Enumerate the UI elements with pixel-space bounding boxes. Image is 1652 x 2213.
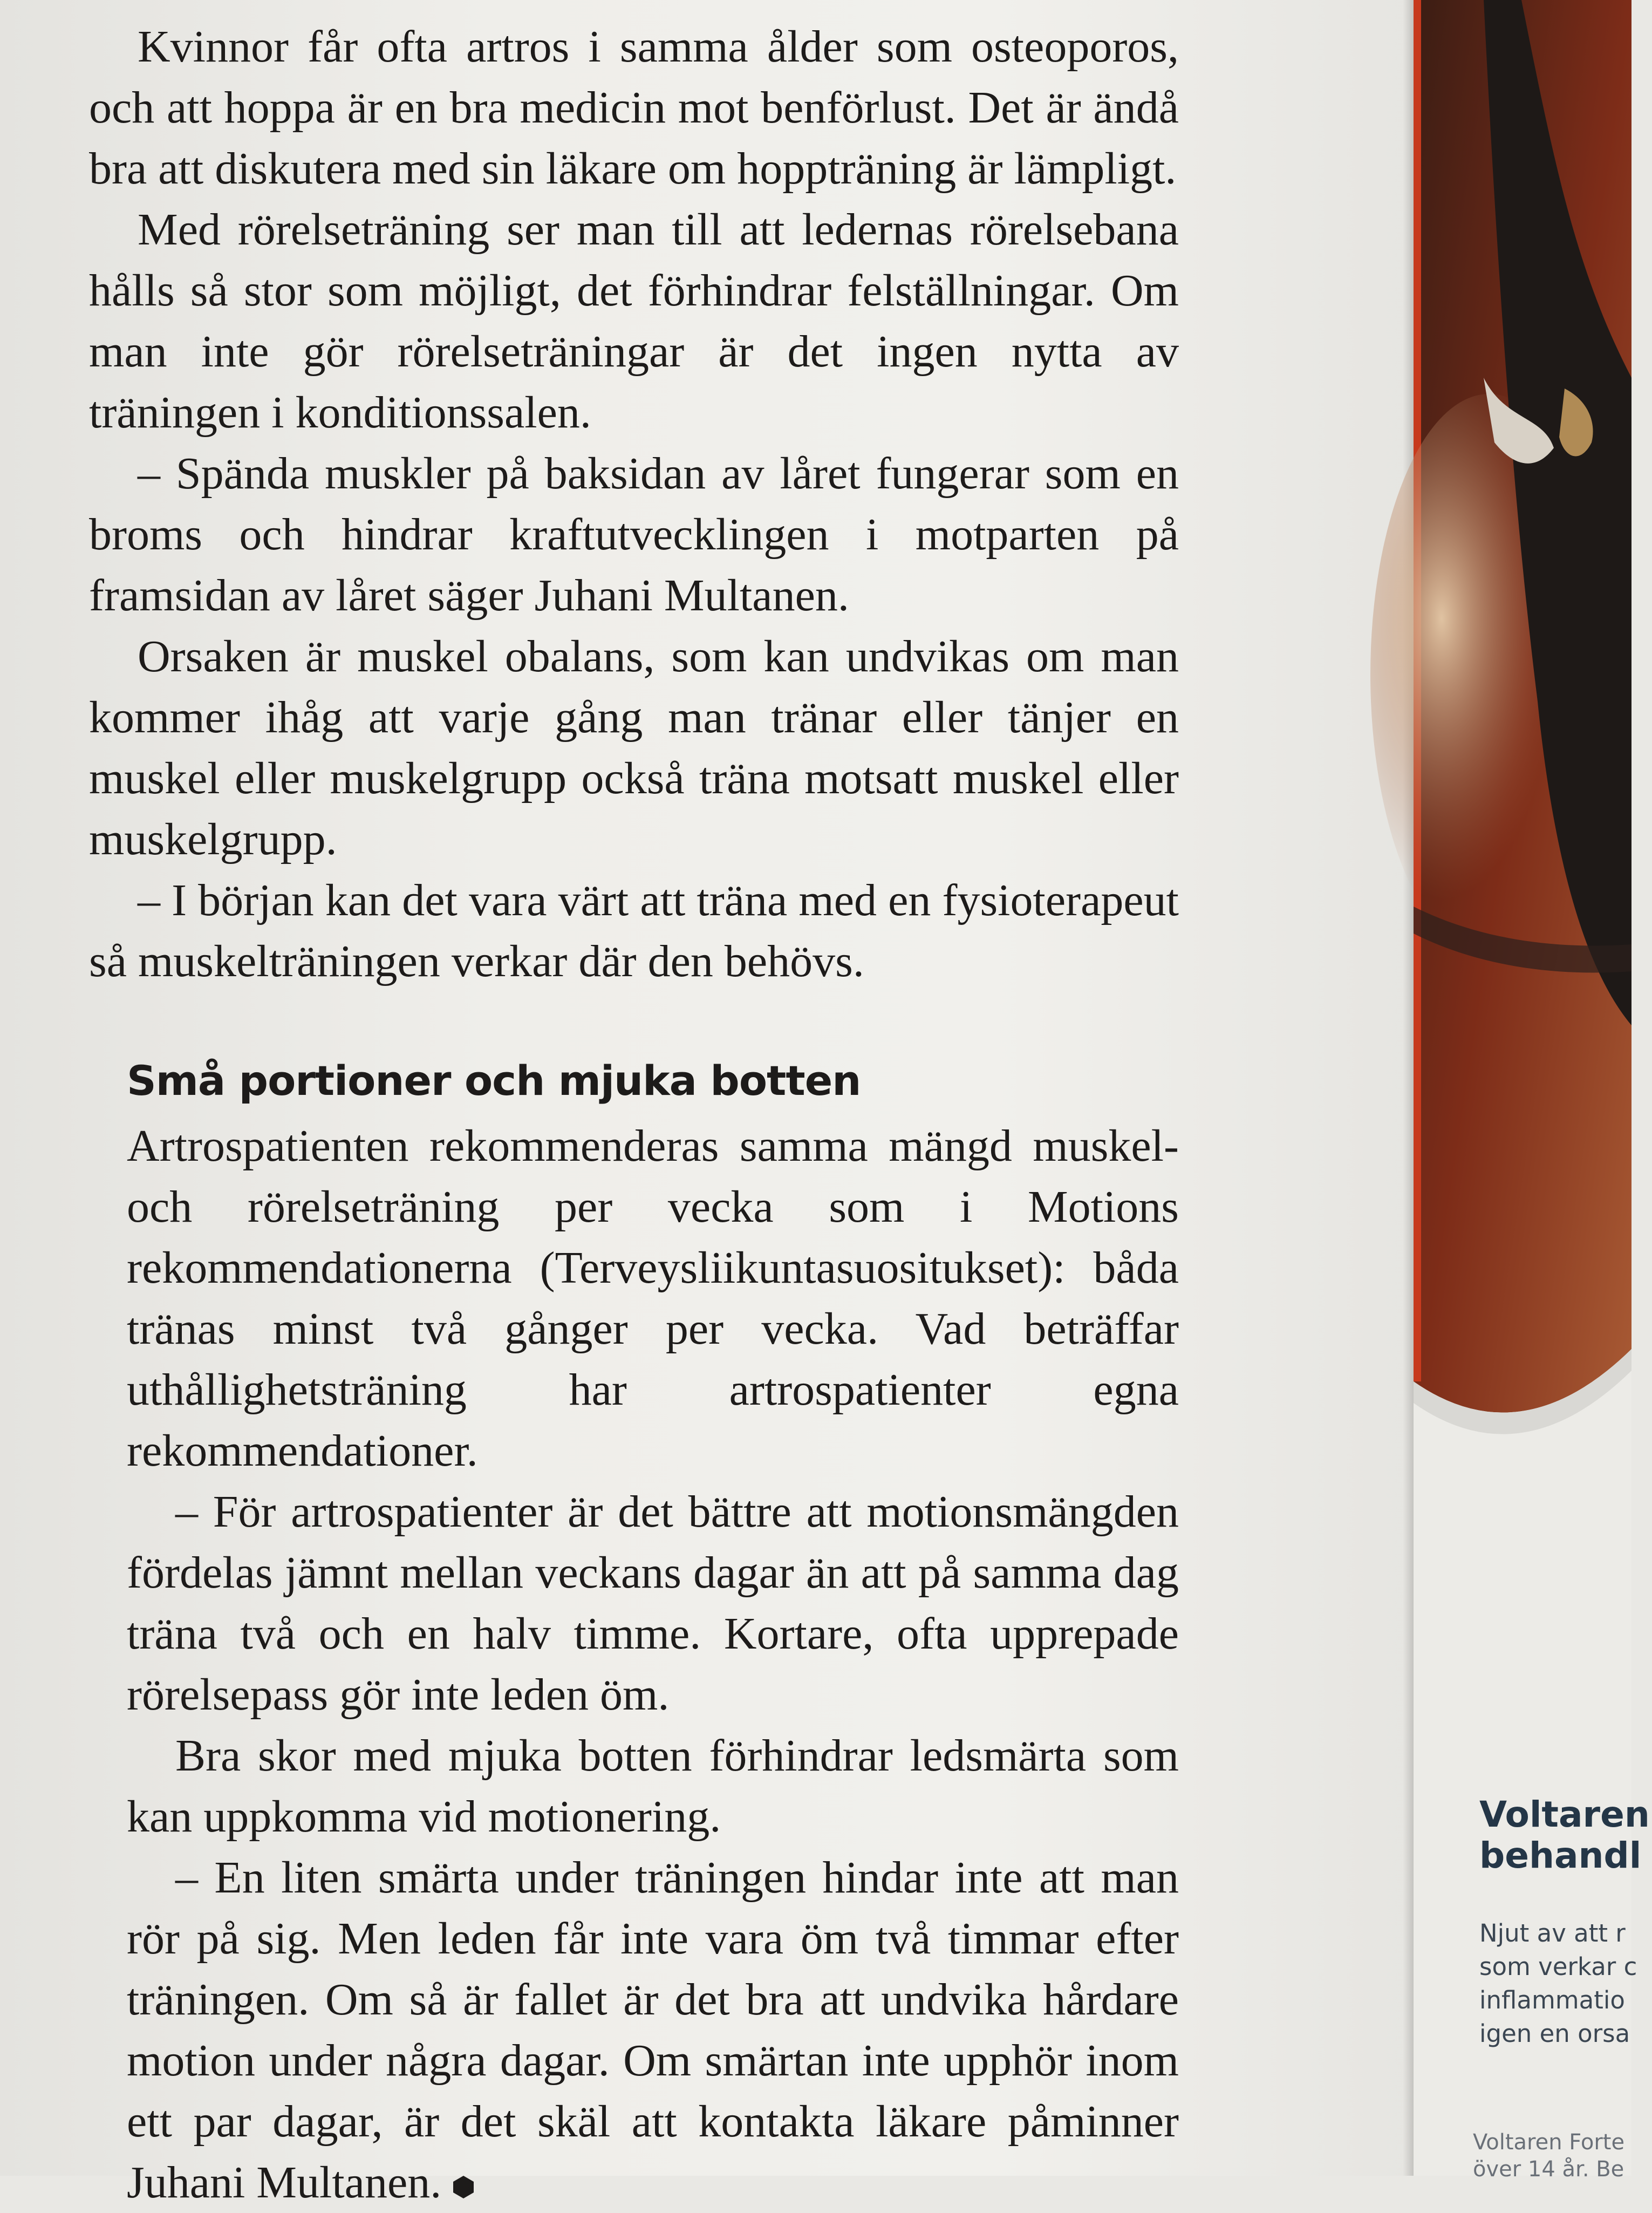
- ad-body-text: [1479, 1917, 1637, 2051]
- paragraph-5-quote: – I början kan det vara värt att träna med en fysioterapeut så muskelträningen verkar där den behövs.: [89, 875, 1179, 986]
- paragraph-9-text: – En liten smärta under träningen hindar inte att man rör på sig. Men leden får inte vara öm två timmar efter träningen. Om så är fallet är det bra att undvika hårdare motion under några dagar. Om smärtan inte upphör inom ett par dagar, är det skäl att kontakta läkare påminner Juhani Multanen.: [127, 1853, 1179, 2208]
- ad-heading: [1479, 1794, 1652, 1876]
- paragraph-9-quote: [127, 1847, 1179, 2213]
- section-heading: Små portioner och mjuka botten: [127, 1057, 861, 1105]
- ad-photo: [1414, 0, 1631, 1835]
- paragraph-8: Bra skor med mjuka botten förhindrar ledsmärta som kan uppkomma vid motionering.: [127, 1731, 1179, 1842]
- ad-body-line: som verkar c: [1479, 1952, 1637, 1981]
- paragraph-1: Kvinnor får ofta artros i samma ålder som osteoporos, och att hoppa är en bra medicin mot benförlust. Det är ändå bra att diskutera med sin läkare om hoppträning är lämpligt.: [89, 22, 1179, 194]
- paragraph-7-quote: – För artrospatienter är det bättre att motionsmängden fördelas jämnt mellan veckans dagar än att på samma dag träna två och en halv timme. Kortare, ofta upprepade rörelsepass gör inte leden öm.: [127, 1487, 1179, 1720]
- ad-heading-line: behandl: [1479, 1835, 1642, 1876]
- ad-heading-line: Voltaren: [1479, 1794, 1650, 1835]
- end-of-article-hexagon-icon: [451, 2175, 476, 2200]
- ad-footer-line: över 14 år. Be: [1473, 2157, 1624, 2182]
- section-body: [89, 1115, 1179, 2213]
- ad-footer-text: [1473, 2129, 1624, 2183]
- paragraph-2: Med rörelseträning ser man till att ledernas rörelsebana hålls så stor som möjligt, det förhindrar felställningar. Om man inte gör rörelseträningar är det ingen nytta av träningen i konditionssalen.: [89, 205, 1179, 438]
- ad-body-line: Njut av att r: [1479, 1919, 1626, 1948]
- ad-body-line: inflammatio: [1479, 1986, 1625, 2014]
- paragraph-6: Artrospatienten rekommenderas samma mängd muskel- och rörelseträning per vecka som i Motions rekommendationerna (Terveysliikuntasuositukset): båda tränas minst två gånger per vecka. Vad beträffar uthållighetsträning har artrospatienter egna rekommendationer.: [127, 1121, 1179, 1476]
- advertisement-page: [1414, 0, 1650, 2182]
- paragraph-4: Orsaken är muskel obalans, som kan undvikas om man kommer ihåg att varje gång man tränar eller tänjer en muskel eller muskelgrupp också träna motsatt muskel eller muskelgrupp.: [89, 631, 1179, 864]
- article-column: [89, 16, 1179, 2213]
- ad-body-line: igen en orsa: [1479, 2019, 1630, 2048]
- ad-footer-line: Voltaren Forte: [1473, 2130, 1625, 2155]
- paragraph-3-quote: – Spända muskler på baksidan av låret fungerar som en broms och hindrar kraftutvecklingen i motparten på framsidan av låret säger Juhani Multanen.: [89, 448, 1179, 621]
